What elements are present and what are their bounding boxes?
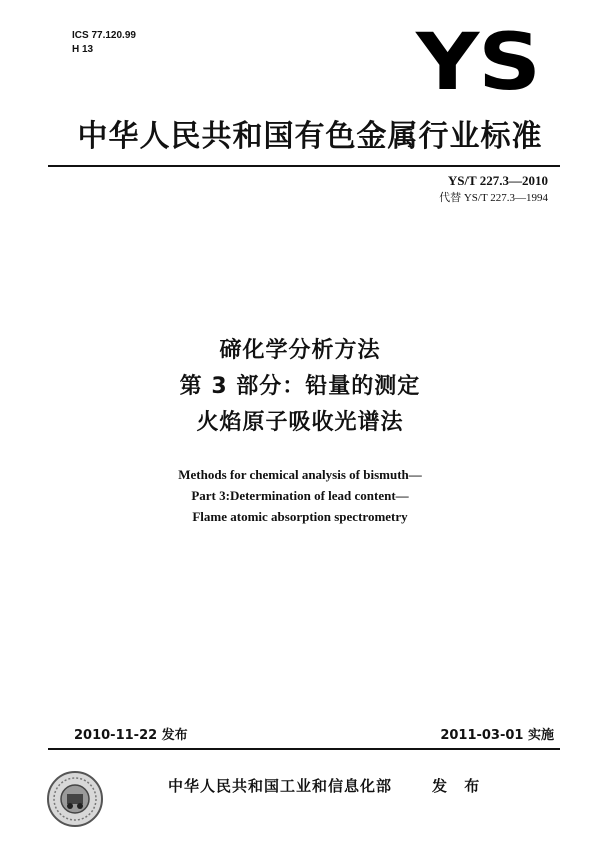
seal-emblem-icon (46, 770, 104, 828)
title-zh-line3: 火焰原子吸收光谱法 (196, 410, 404, 435)
issue-date: 2010-11-22 发布 (74, 728, 188, 743)
issuing-authority: 中华人民共和国工业和信息化部 (168, 777, 393, 795)
title-zh-line1: 碲化学分析方法 (219, 338, 381, 363)
title-en-line1: Methods for chemical analysis of bismuth— (178, 467, 422, 482)
standard-number: YS/T 227.3—2010 (447, 173, 548, 188)
ics-code: ICS 77.120.99 (72, 30, 136, 41)
ys-logo: YS (416, 18, 540, 108)
replaces-standard: 代替 YS/T 227.3—1994 (439, 192, 548, 204)
implementation-date: 2011-03-01 实施 (440, 728, 554, 743)
header-divider (48, 165, 560, 167)
footer-divider (48, 748, 560, 750)
ccs-code: H 13 (72, 44, 94, 55)
standard-category-title: 中华人民共和国有色金属行业标准 (77, 119, 543, 154)
title-en-line2: Part 3:Determination of lead content— (191, 488, 409, 503)
title-en-line3: Flame atomic absorption spectrometry (192, 509, 408, 524)
issue-label: 发 布 (432, 777, 486, 795)
title-zh-line2: 第 3 部分：铅量的测定 (179, 374, 421, 399)
